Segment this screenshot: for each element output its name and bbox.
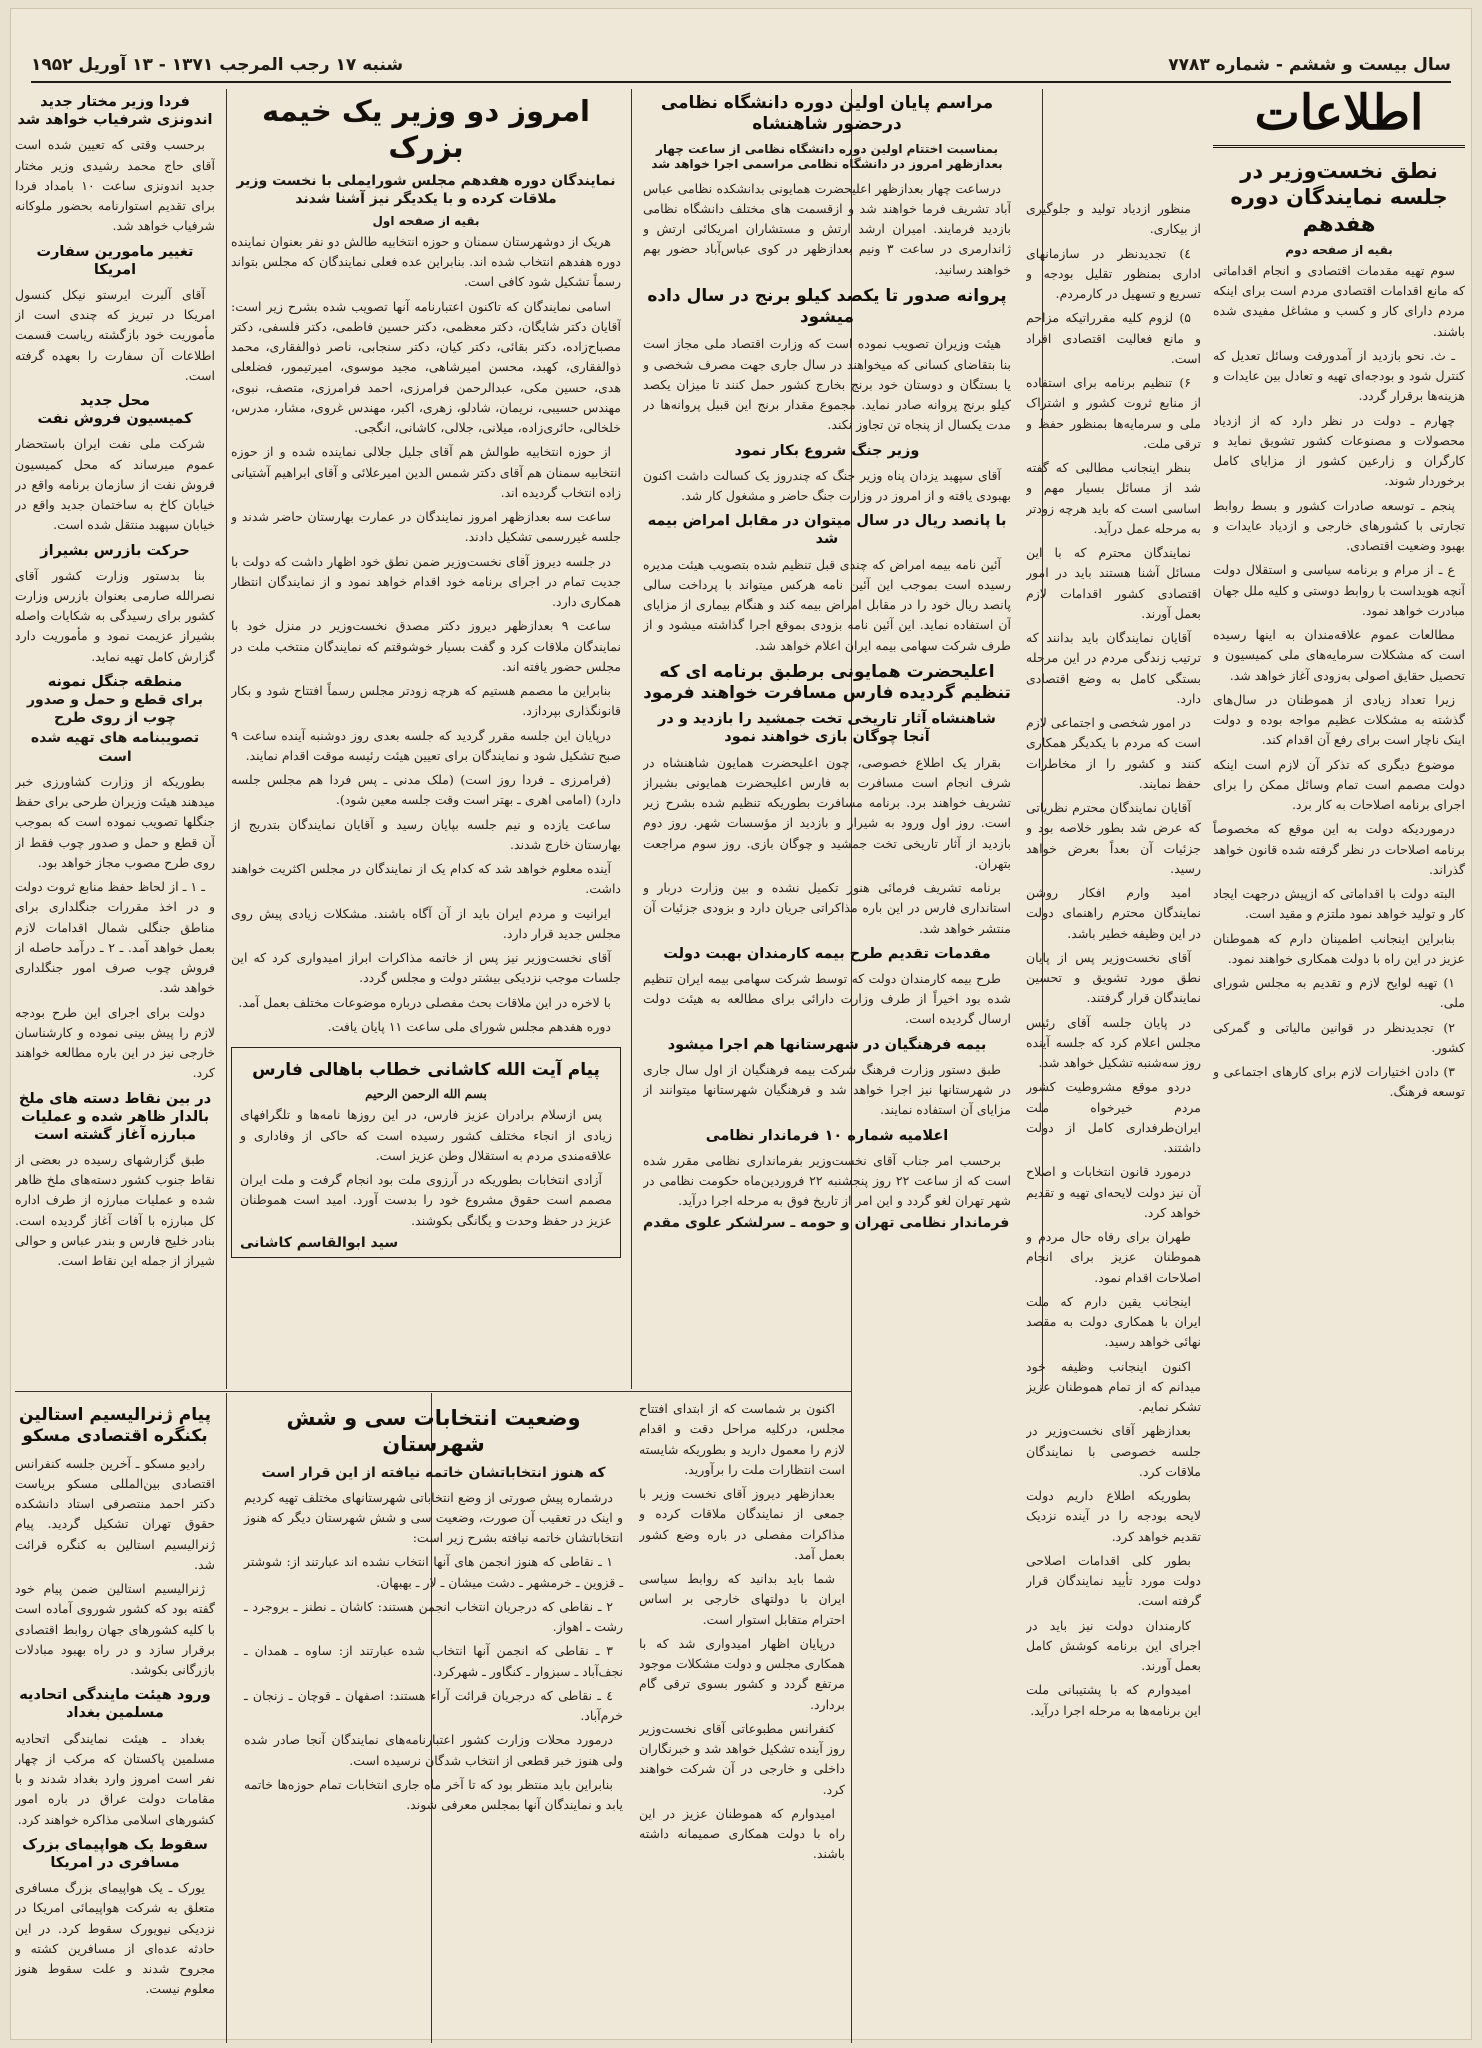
paragraph: بقرار یک اطلاع خصوصی، چون اعلیحضرت همایون شاهنشاه در شرف انجام است مسافرت به فارس اعلیحضرت همایونی بشیراز تشریف خواهند برد. برنامه مسافرت بطوریکه تنظیم شده بشرح زیر است. روز اول ورود به شیراز و بازدید از مؤسسات شهر. روز دوم بازدید از آثار تاریخی تخت جمشید و چوگان بازی. روز سوم مراجعت بتهران. xyxy=(643,754,1011,871)
bottom-column-elections xyxy=(236,1399,631,2039)
paragraph: دوره هفدهم مجلس شورای ملی ساعت ۱۱ پایان یافت. xyxy=(327,1018,611,1034)
paragraph: شما باید بدانید که روابط سیاسی ایران با دولتهای خارجی بر اساس احترام متقابل استوار است. xyxy=(639,1571,845,1627)
paragraph: البته دولت با اقداماتی که ازپیش درجهت ایجاد کار و تولید خواهد نمود ملتزم و مقید است. xyxy=(1213,886,1465,922)
paragraph: بغداد ـ هیئت نمایندگی اتحادیه مسلمین پاکستان که مرکب از چهار نفر است امروز وارد بغداد شدند و با مقامات دولت عراق در باره امور کشورهای اسلامی مذاکره خواهند کرد. xyxy=(15,1730,215,1827)
headline-employee-insurance: مقدمات تقدیم طرح بیمه کارمندان بهبت دولت xyxy=(663,945,991,962)
headline-inspector-shiraz: حرکت بازرس بشیراز xyxy=(40,542,190,559)
headline-teacher-insurance: بیمه فرهنگیان در شهرستانها هم اجرا میشود xyxy=(667,1036,987,1053)
paragraph: کارمندان دولت نیز باید در اجرای این برنامه کوشش کامل بعمل آورند. xyxy=(1026,1617,1201,1673)
list-item: ٤ ـ نقاطی که درجریان قرائت آراء هستند: اصفهان ـ قوچان ـ زنجان ـ خرم‌آباد. xyxy=(244,1687,623,1724)
headline-pm-speech: نطق نخست‌وزیر در جلسه نمایندگان دوره هفدهم xyxy=(1230,159,1448,236)
paragraph: آزادی انتخابات بطوریکه در آرزوی ملت بود انجام گرفت و ملت ایران مصمم است حقوق مشروع خود را بدست آورد. امید است هموطنان عزیز در حفظ وحدت و یگانگی بکوشند. xyxy=(240,1172,612,1228)
paragraph: اکنون بر شماست که از ابتدای افتتاح مجلس، درکلیه مراحل دقت و اقدام لازم را معمول دارید و بطوریکه شایسته است انتظارات ملت را برآورید. xyxy=(639,1401,845,1477)
paragraph: زیرا تعداد زیادی از هموطنان در سال‌های گذشته به مشکلات عظیم مواجه بوده و دولت اینک ناچار است برای رفع آن اقدام کند. xyxy=(1213,691,1465,748)
paragraph: ـ ۱ ـ از لحاظ حفظ منابع ثروت دولت و در اخذ مقررات جنگلداری برای مناطق جنگلی شمال اقدامات لازم بعمل خواهد آمد. ـ ۲ ـ درآمد حاصله از فروش چوب صرف امور جنگلداری خواهد شد. xyxy=(15,879,215,996)
headline-military-academy: مراسم پایان اولین دوره دانشگاه نظامی درحضور شاهنشاه xyxy=(660,93,994,135)
paragraph: درموردیکه دولت به این موقع که مخصوصاً برنامه اصلاحات در نظر گرفته شده قانون خواهد گذراند. xyxy=(1213,821,1465,877)
article-body xyxy=(240,1105,612,1231)
column-briefs xyxy=(15,87,215,1387)
paragraph: موضوع دیگری که تذکر آن لازم است اینکه دولت مصمم است تمام وسائل ممکن را برای اجرای برنامه اصلاحات به کار برد. xyxy=(1213,756,1465,812)
signature: فرماندار نظامی تهران و حومه ـ سرلشکر علوی مقدم xyxy=(643,1215,1010,1232)
paragraph: بنابراین باید منتظر بود که تا آخر ماه جاری انتخابات تمام حوزه‌ها خاتمه یابد و نمایندگان آنها بمجلس معرفی شوند. xyxy=(244,1776,623,1813)
section-rule xyxy=(15,1391,851,1392)
continued-note: بقیه از صفحه دوم xyxy=(1285,242,1393,257)
article-body xyxy=(15,135,215,236)
paragraph: طبق دستور وزارت فرهنگ شرکت بیمه فرهنگیان از اول سال جاری در شهرستانها نیز اجرا خواهد شد و فرهنگیان شهرستانها میتوانند از مزایای آن استفاده نمایند. xyxy=(643,1061,1011,1118)
paragraph: آقایان نمایندگان باید بدانند که ترتیب زندگی مردم در این مرحله بستگی کامل به وضع اقتصادی دارد. xyxy=(1026,630,1201,706)
headline-rice-export: پروانه صدور تا یکصد کیلو برنج در سال داده میشود xyxy=(647,285,1007,328)
bottom-column-speech xyxy=(639,1399,845,2039)
headline-kashani-message: پیام آیت الله کاشانی خطاب باهالی فارس xyxy=(252,1060,600,1081)
paragraph: طهران برای رفاه حال مردم و هموطنان عزیز برای انجام اصلاحات اقدام نمود. xyxy=(1026,1229,1201,1285)
paragraph: یورک ـ یک هواپیمای بزرگ مسافری متعلق به شرکت هواپیمائی امریکا در نزدیکی نیویورک سقوط کرد. در این حادثه عده‌ای از مسافرین کشته و مجروح شدند و علت سقوط هنوز معلوم نیست. xyxy=(15,1880,215,1997)
paragraph: درمورد محلات وزارت کشور اعتبارنامه‌های نمایندگان آنجا صادر شده ولی هنوز خبر قطعی از انتخاب شدگان نرسیده است. xyxy=(244,1732,623,1768)
article-body xyxy=(643,1151,1011,1212)
column-news xyxy=(643,87,1011,1387)
paragraph: بطوریکه از وزارت کشاورزی خبر میدهند هیئت وزیران طرحی برای حفظ جنگلها تصویب نموده است که بموجب آن قطع و حمل و صدور چوب فقط از روی طرح مصوب مجاز خواهد بود. xyxy=(15,773,215,870)
paragraph: درمورد قانون انتخابات و اصلاح آن نیز دولت لایحه‌ای تهیه و تقدیم خواهد کرد. xyxy=(1026,1164,1201,1220)
headline-parliament: امروز دو وزیر یک خیمه بزرک xyxy=(262,94,590,165)
kashani-message-box xyxy=(231,1047,621,1258)
paragraph: بطور کلی اقدامات اصلاحی دولت مورد تأیید نمایندگان قرار گرفته است. xyxy=(1026,1552,1201,1609)
paragraph: آقای آلبرت ایرستو نیکل کنسول امریکا در تبریز که چندی است از مأموریت خود بازگشته ریاست قسمت اطلاعات آن سفارت را بعهده گرفته است. xyxy=(15,286,215,383)
paragraph: ایرانیت و مردم ایران باید از آن آگاه باشند. مشکلات زیادی پیش روی مجلس جدید قرار دارد. xyxy=(231,905,621,941)
paragraph: آینده معلوم خواهد شد که کدام یک از نمایندگان در مجلس اکثریت خواهند داشت. xyxy=(231,861,621,897)
paragraph: ساعت ۹ بعدازظهر دیروز دکتر مصدق نخست‌وزیر در منزل خود با نمایندگان ملاقات کرد و گفت بسیار خوشوقتم که نمایندگان منتخب ملت در مجلس حضور یافته اند. xyxy=(231,618,621,674)
article-body xyxy=(643,969,1011,1030)
paragraph: آقای سپهبد یزدان پناه وزیر جنگ که چندروز یک کسالت داشت اکنون بهبودی یافته و از امروز در وزارت جنگ حاضر و مشغول کار شد. xyxy=(643,467,1011,504)
issue-number: سال بیست و ششم - شماره ۷۷۸۳ xyxy=(1168,55,1451,75)
subheading: تصویبنامه های تهیه شده است xyxy=(30,730,200,765)
headline-plane-crash: سقوط یک هواپیمای بزرک مسافری در امریکا xyxy=(22,1836,208,1871)
paragraph: بعدازظهر دیروز آقای نخست وزیر با جمعی از نمایندگان ملاقات کرده و مذاکرات مفصلی در باره وضع کشور بعمل آمد. xyxy=(639,1486,845,1562)
column-rule xyxy=(631,89,632,1389)
paragraph: با لاخره در این ملاقات بحث مفصلی درباره موضوعات مختلف بعمل آمد. xyxy=(238,994,611,1010)
list-item: ۲ ـ نقاطی که درجریان انتخاب انجمن هستند: کاشان ـ نطنز ـ بروجرد ـ رشت ـ اهواز. xyxy=(244,1598,623,1635)
paragraph: امیدوارم که با پشتیبانی ملت این برنامه‌ها به مرحله اجرا درآید. xyxy=(1026,1682,1201,1718)
paragraph: پس ازسلام برادران عزیز فارس، در این روزها نامه‌ها و تلگرافهای زیادی از انجاء مختلف کشور رسیده است که حاکی از وفاداری و علاقه‌مندی مردم به استقلال وطن عزیز است. xyxy=(240,1107,612,1163)
continued-note: بقیه از صفحه اول xyxy=(372,213,480,228)
masthead-strip xyxy=(31,49,1451,83)
paragraph: رادیو مسکو ـ آخرین جلسه کنفرانس اقتصادی بین‌المللی مسکو بریاست دکتر احمد منتصرفی استاد دانشکده حقوق تهران تشکیل گردید. پیام ژنرالیسیم استالین به کنگره قرائت شد. xyxy=(15,1455,215,1572)
article-body xyxy=(15,1878,215,2000)
paragraph: نمایندگان محترم که با این مسائل آشنا هستند باید در امور اقتصادی کشور اقدامات لازم بعمل آورند. xyxy=(1026,545,1201,621)
headline-elections-status: وضعیت انتخابات سی و شش شهرستان xyxy=(286,1406,581,1457)
headline-locusts: در بین نقاط دسته های ملخ بالدار ظاهر شده و عملیات مبارزه آغاز گشته است xyxy=(18,1090,212,1143)
paragraph: آقایان نمایندگان محترم نظریاتی که عرض شد بطور خلاصه بود و جزئیات آن بعداً بعرض خواهد رسید. xyxy=(1026,800,1201,876)
paragraph: ژنرالیسیم استالین ضمن پیام خود گفته بود که کشور شوروی آماده است با کلیه کشورهای جهان روابط اقتصادی برقرار سازد و در راه بهبود مبادلات بازرگانی بکوشد. xyxy=(15,1581,215,1677)
paragraph: برحسب وقتی که تعیین شده است آقای حاج محمد رشیدی وزیر مختار جدید اندونزی ساعت ۱۰ بامداد فردا برای تقدیم استوارنامه بحضور ملوکانه شرفیاب خواهد شد. xyxy=(15,137,215,234)
column-rule xyxy=(226,89,227,1389)
paragraph: سوم تهیه مقدمات اقتصادی و انجام اقداماتی که مانع اقدامات اقتصادی مردم است برای اینکه مردم دارای کار و کسب و مشاغل مفیدی شده باشند. xyxy=(1213,262,1465,339)
paragraph: بنابراین اینجانب اطمینان دارم که هموطنان عزیز در این راه با دولت همکاری خواهند نمود. xyxy=(1213,930,1465,966)
headline-model-forest: منطقه جنگل نمونه xyxy=(47,673,183,690)
paragraph: برحسب امر جناب آقای نخست‌وزیر بفرمانداری نظامی مقرر شده است که از ساعت ۲۲ روز پنجشنبه ۲۲ فروردین‌ماه حکومت نظامی در شهر تهران لغو گردد و این امر از تاریخ فوق به مرحله اجرا درآید. xyxy=(643,1152,1011,1209)
signature: سید ابوالقاسم کاشانی xyxy=(240,1234,399,1251)
list-item: ۱ ـ نقاطی که هنوز انجمن های آنها انتخاب نشده اند عبارتند از: شوشتر ـ قزوین ـ خرمشهر ـ دشت میشان ـ لار ـ بهبهان. xyxy=(244,1554,623,1590)
subheadline-persepolis: شاهنشاه آثار تاریخی تخت جمشید را بازدید و در آنجا چوگان بازی خواهند نمود xyxy=(658,711,996,746)
article-body xyxy=(15,1729,215,1830)
article-body xyxy=(15,1454,215,1681)
paragraph: در جلسه دیروز آقای نخست‌وزیر ضمن نطق خود اظهار داشت که دولت با جدیت تمام در اجرای برنامه خود اقدام خواهد نمود و از نمایندگان انتظار همکاری دارد. xyxy=(231,553,621,610)
article-body xyxy=(15,772,215,1084)
paragraph: بنظر اینجانب مطالبی که گفته شد از مسائل بسیار مهم و اساسی است که باید هرچه زودتر به مرحله عمل درآید. xyxy=(1026,460,1201,536)
paragraph: اینجانب یقین دارم که ملت ایران با همکاری دولت به مقصد نهائی خواهد رسید. xyxy=(1026,1293,1201,1350)
article-body xyxy=(643,334,1011,435)
paragraph: از حوزه انتخابیه طوالش هم آقای جلیل جلالی نماینده شده و از حوزه انتخابیه سمنان هم آقای دکتر شمس الدین امیرعلائی و آقای ابراهیم آشتیانی زاده انتخاب گردیده اند. xyxy=(231,444,621,500)
paragraph: امید وارم افکار روشن نمایندگان محترم راهنمای دولت در این وظیفه خطیر باشد. xyxy=(1026,885,1201,941)
list-item: ۳ ـ نقاطی که انجمن آنها انتخاب شده عبارتند از: ساوه ـ همدان ـ نجف‌آباد ـ سبزوار ـ کنگاور ـ شهرکرد. xyxy=(244,1643,623,1679)
headline-shah-fars-trip: اعلیحضرت همایونی برطبق برنامه ای که تنظیم گردیده فارس مسافرت خواهند فرمود xyxy=(643,661,1011,704)
article-body xyxy=(231,232,621,1037)
paragraph: امیدوارم که هموطنان عزیز در این راه با دولت همکاری صمیمانه داشته باشند. xyxy=(639,1805,845,1862)
paragraph: شرکت ملی نفت ایران باستحضار عموم میرساند که محل کمیسیون فروش نفت از سازمان برنامه واقع در خیابان کاخ به ساختمان جدید واقع در خیابان سپهبد منتقل شده است. xyxy=(15,436,215,533)
headline-us-embassy: تغییر مامورین سفارت امریکا xyxy=(36,243,194,278)
paragraph: کنفرانس مطبوعاتی آقای نخست‌وزیر روز آینده تشکیل خواهد شد و خبرنگاران داخلی و خارجی در آن شرکت خواهند کرد. xyxy=(639,1720,845,1797)
article-body xyxy=(1213,261,1465,1103)
paragraph: درپایان این جلسه مقرر گردید که جلسه بعدی روز دوشنبه آینده ساعت ۹ صبح تشکیل شود و نمایندگان برای تعیین هیئت رئیسه موقت اقدام نمایند. xyxy=(231,727,621,763)
paragraph: ۱) تهیه لوایح لازم و تقدیم به مجلس شورای ملی. xyxy=(1213,975,1465,1011)
article-body xyxy=(15,566,215,667)
subheading: نمایندگان دوره هفدهم مجلس شورایملی با نخست وزیر ملاقات کرده و با یکدیگر نیز آشنا شدند xyxy=(236,172,616,207)
paragraph: بعدازظهر آقای نخست‌وزیر در جلسه خصوصی با نمایندگان ملاقات کرد. xyxy=(1026,1423,1201,1479)
subheading: بمناسبت اختتام اولین دوره دانشگاه نظامی از ساعت چهار بعدازظهر امروز در دانشگاه نظامی مراسمی اجرا خواهد شد xyxy=(651,141,1003,172)
column-parliament xyxy=(231,87,621,1387)
article-body xyxy=(643,555,1011,656)
paragraph: بنا بدستور وزارت کشور آقای نصرالله صارمی بعنوان بازرس وزارت کشور برای رسیدگی به شکایات واصله بشیراز عزیمت نمود و مأموریت دارد گزارش کامل تهیه نماید. xyxy=(15,567,215,664)
article-body xyxy=(15,285,215,386)
headline-stalin-message: پیام ژنرالیسیم استالین بکنگره اقتصادی مسکو xyxy=(19,1405,211,1447)
paragraph: هیئت وزیران تصویب نموده است که وزارت اقتصاد ملی مجاز است بنا بتقاضای کسانی که میخواهند در سال جاری جهت مصرف شخصی و یا بستگان و دوستان خود برنج بخارج کشور حمل کنند تا میزان یکصد کیلو برنج پروانه صادر نماید. مجموع مقدار برنج این قبیل پروانه‌ها در مدت یکسال از پنجاه تن تجاوز نکند. xyxy=(643,336,1011,433)
headline-war-minister: وزیر جنگ شروع بکار نمود xyxy=(734,442,920,459)
bottom-column-foreign xyxy=(15,1399,215,2039)
paragraph: درپایان اظهار امیدواری شد که با همکاری مجلس و دولت مشکلات موجود مرتفع گردد و کشور بسوی ترقی گام بردارد. xyxy=(639,1635,845,1712)
paragraph: در امور شخصی و اجتماعی لازم است که مردم با یکدیگر همکاری کنند و کشور را از مخاطرات حفظ نمایند. xyxy=(1026,715,1201,791)
article-body xyxy=(244,1488,623,1816)
article-body xyxy=(1026,199,1201,1721)
subheading: که هنوز انتخاباتشان خاتمه نیافته از این قرار است xyxy=(261,1464,606,1481)
paragraph: آئین نامه بیمه امراض که چندی قبل تنظیم شده بتصویب هیئت مدیره رسیده است بموجب این آئین نامه هرکس میتواند با پرداخت سالی پانصد ریال خود را در مقابل امراض بیمه کند و هنگام بیماری از مزایای آن استفاده نماید. این آئین نامه بزودی بموقع اجرا گذاشته میشود و از طرف شرکت سهامی بیمه ایران اعلام خواهد شد. xyxy=(643,556,1011,653)
paragraph: برنامه تشریف فرمائی هنوز تکمیل نشده و بین وزارت دربار و استانداری فارس در این باره مذاکراتی جریان دارد و بزودی جزئیات آن منتشر خواهد شد. xyxy=(643,880,1011,936)
paragraph: درساعت چهار بعدازظهر اعلیحضرت همایونی بدانشکده نظامی عباس آباد تشریف فرما خواهند شد و ازقسمت های مختلف دانشگاه نظامی بازدید فرمایند. امیران ارشد ارتش و مستشاران امریکائی ارتش و ژاندارمری در ساعت ۳ ونیم بعدازظهر در کوی عباس‌آباد حضور بهم خواهند رسانید. xyxy=(643,180,1011,277)
paragraph: هریک از دوشهرستان سمنان و حوزه انتخابیه طالش دو نفر بعنوان نماینده دوره هفدهم انتخاب شده اند. بنابراین عده فعلی نمایندگان که مجلس بتواند رسماً تشکیل شود کافی است. xyxy=(231,233,621,290)
paragraph: اسامی نمایندگان که تاکنون اعتبارنامه آنها تصویب شده بشرح زیر است: آقایان دکتر شایگان، دکتر معظمی، دکتر حسین فاطمی، دکتر فلسفی، دکتر مصباح‌زاده، دکتر بقائی، دکتر کیان، دکتر سنجابی، ناصر ذوالفقاری، محمد ذوالفقاری، کهبد، محسن امیرشاهی، مجید موسوی، امیرتیمور، فضلعلی هدی، حسین مکی، عبدالرحمن فرامرزی، احمد فرامرزی، متصف، نبوی، مهندس حسیبی، نریمان، شادلو، زهری، اکبر، مهندس غروی، مشار، مدرس، خلخالی، حائری‌زاده، میلانی، جلالی، کاشانی، انگجی. xyxy=(231,298,621,436)
paragraph: آقای نخست‌وزیر پس از پایان نطق مورد تشویق و تحسین نمایندگان قرار گرفتند. xyxy=(1026,949,1201,1006)
paragraph: ۳) دادن اختیارات لازم برای کارهای اجتماعی و توسعه فرهنگ. xyxy=(1213,1064,1465,1100)
paragraph: ـ ث. نحو بازدید از آمدورفت وسائل تعدیل که کنترل شود و بودجه‌ای تهیه و تعادل بین عایدات و هزینه‌ها برقرار گردد. xyxy=(1213,347,1465,404)
paragraph: چهارم ـ دولت در نظر دارد که از ازدیاد محصولات و مصنوعات کشور تشویق نماید و کارگران و زارعین کشور از مزایای کامل برخوردار شوند. xyxy=(1213,412,1465,489)
paragraph: پنجم ـ توسعه صادرات کشور و بسط روابط تجارتی با کشورهای خارجی و ازدیاد عایدات و بهبود وضعیت اقتصادی. xyxy=(1213,497,1465,553)
paragraph: (فرامرزی ـ فردا روز است) (ملک مدنی ـ پس فردا هم مجلس جلسه دارد) (امامی اهری ـ بهتر است وقت جلسه معین شود). xyxy=(231,772,621,808)
paragraph: مطالعات عموم علاقه‌مندان به اینها رسیده است که مشکلات سرمایه‌های ملی کمیسیون و تحصیل حقایق اصولی به‌زودی آغاز خواهد شد. xyxy=(1213,627,1465,683)
headline-muslim-delegation: ورود هیئت مایندگی اتحادیه مسلمین بغداد xyxy=(19,1687,211,1722)
newspaper-page xyxy=(10,8,1472,2040)
paragraph: بطوریکه اطلاع داریم دولت لایحه بودجه را در آینده نزدیک تقدیم خواهد کرد. xyxy=(1026,1488,1201,1544)
article-body xyxy=(643,179,1011,280)
issue-date: شنبه ۱۷ رجب المرجب ۱۳۷۱ - ۱۳ آوریل ۱۹۵۲ xyxy=(31,55,404,75)
headline-indonesia-envoy: فردا وزیر مختار جدید اندونزی شرفیاب خواهد شد xyxy=(17,94,213,129)
headline-new-location: محل جدید xyxy=(79,393,151,409)
headline-martial-law-notice: اعلامیه شماره ۱۰ فرماندار نظامی xyxy=(705,1127,949,1144)
column-rule xyxy=(226,1393,227,2043)
headline-oil-commission: کمیسیون فروش نفت xyxy=(37,411,193,428)
article-body xyxy=(15,1150,215,1272)
paragraph: در پایان جلسه آقای رئیس مجلس اعلام کرد که جلسه آینده روز سه‌شنبه تشکیل خواهد شد. xyxy=(1026,1014,1201,1070)
article-body xyxy=(639,1399,845,1865)
article-body xyxy=(643,1060,1011,1121)
paragraph: منظور ازدیاد تولید و جلوگیری از بیکاری. xyxy=(1026,201,1201,237)
paragraph: آقای نخست‌وزیر نیز پس از خاتمه مذاکرات ابراز امیدواری کرد که این جلسات موجب نزدیکی بیشتر دولت و مجلس گردد. xyxy=(231,950,621,986)
column-speech-continued xyxy=(1026,199,1201,2048)
paragraph: ۲) تجدیدنظر در قوانین مالیاتی و گمرکی کشور. xyxy=(1213,1019,1465,1055)
subheading: برای قطع و حمل و صدور چوب از روی طرح xyxy=(26,692,204,727)
paragraph: طرح بیمه کارمندان دولت که توسط شرکت سهامی بیمه ایران تنظیم شده بود اخیراً از طرف وزارت دارائی برای مطالعه به هیئت دولت ارسال گردیده است. xyxy=(643,970,1011,1027)
paragraph: ساعت سه بعدازظهر امروز نمایندگان در عمارت بهارستان حاضر شدند و جلسه غیررسمی تشکیل دادند. xyxy=(231,509,621,545)
paragraph: ۵) لزوم کلیه مقرراتیکه مزاحم و مانع فعالیت اقتصادی افراد است. xyxy=(1026,310,1201,366)
paragraph: اکنون اینجانب وظیفه خود میدانم که از تمام هموطنان عزیز تشکر نمایم. xyxy=(1026,1358,1201,1414)
paragraph: ساعت یازده و نیم جلسه بپایان رسید و آقایان نمایندگان بتدریج از بهارستان خارج شدند. xyxy=(231,816,621,852)
column-main-speech xyxy=(1213,87,1465,2037)
paragraph: ع ـ از مرام و برنامه سیاسی و استقلال دولت آنچه هویداست با روابط دوستی و کلیه ملل جهان مبادرت خواهد نمود. xyxy=(1213,562,1465,618)
article-body xyxy=(643,466,1011,507)
paragraph: ۶) تنظیم برنامه برای استفاده از منابع ثروت کشور و اشتراک ملی و سرمایه‌ها بمنظور حفظ و ترقی ملت. xyxy=(1026,375,1201,451)
paragraph: بنابراین ما مصمم هستیم که هرچه زودتر مجلس رسماً افتتاح شود و بکار قانونگذاری بپردازد. xyxy=(231,683,621,719)
paragraph: طبق گزارشهای رسیده در بعضی از نقاط جنوب کشور دسته‌های ملخ ظاهر شده و عملیات مبارزه از طرف اداره کل مبارزه با آفات آغاز گردیده است. بنادر خلیج فارس و بندر عباس و حوالی شیراز از جمله این نقاط است. xyxy=(15,1151,215,1269)
paragraph: دولت برای اجرای این طرح بودجه لازم را پیش بینی نموده و کارشناسان خارجی نیز در این باره مطالعه خواهند کرد. xyxy=(15,1004,215,1081)
paragraph: دردو موقع مشروطیت کشور مردم خیرخواه ملت ایران‌طرفداری کامل از دولت داشتند. xyxy=(1026,1079,1201,1155)
paragraph: درشماره پیش صورتی از وضع انتخاباتی شهرستانهای مختلف تهیه کردیم و اینک در تعقیب آن صورت، وضعیت سی و شش شهرستان دیگر که هنوز انتخاباتشان خاتمه نیافته بشرح زیر است: xyxy=(244,1489,623,1546)
article-body xyxy=(643,753,1011,939)
bismillah-line: بسم الله الرحمن الرحیم xyxy=(365,1087,487,1102)
paragraph: ٤) تجدیدنظر در سازمانهای اداری بمنظور تقلیل بودجه و تسریع و تسهیل در کارمردم. xyxy=(1026,245,1201,301)
newspaper-logo: اطلاعات xyxy=(1213,89,1465,148)
headline-disease-insurance: با پانصد ریال در سال میتوان در مقابل امراض بیمه شد xyxy=(647,513,1007,548)
article-body xyxy=(15,434,215,535)
